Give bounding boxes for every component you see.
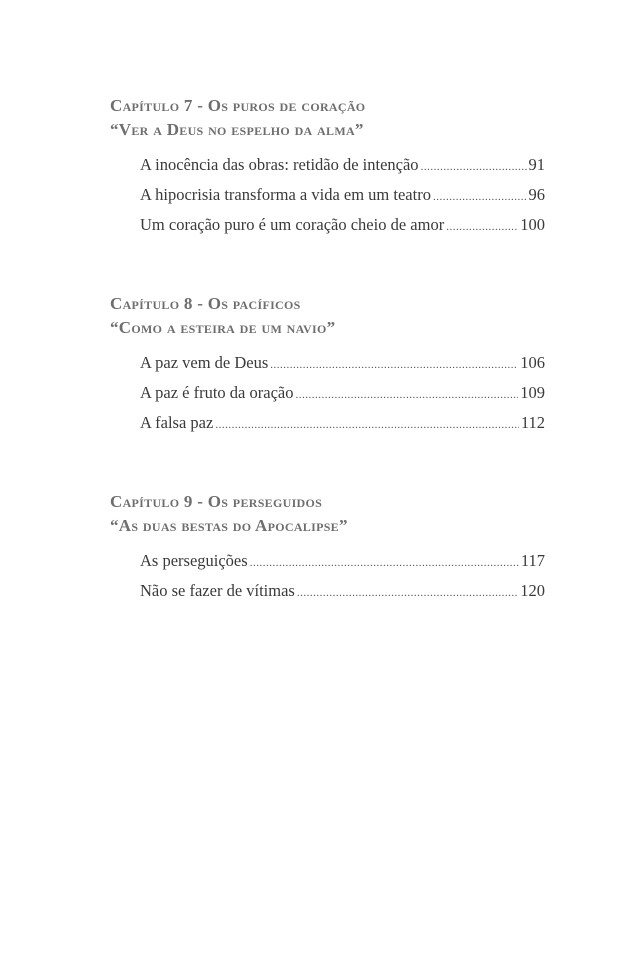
chapter-title: Capítulo 9 - Os perseguidos: [110, 492, 323, 511]
toc-entry[interactable]: [140, 546, 545, 576]
toc-entry-title: Um coração puro é um coração cheio de amor: [140, 215, 445, 234]
toc-entry-page: 100: [520, 215, 545, 234]
toc-entry-page: 91: [528, 155, 545, 174]
toc-entry-page: 120: [520, 581, 545, 600]
toc-entry-title: A hipocrisia transforma a vida em um teatro: [140, 185, 431, 204]
dot-leader: [270, 350, 518, 380]
toc-entry[interactable]: [140, 150, 545, 180]
chapter-7-section: [110, 94, 545, 240]
dot-leader: [433, 182, 527, 212]
toc-entry-page: 106: [520, 353, 545, 372]
toc-entry-title: A paz vem de Deus: [140, 353, 269, 372]
dot-leader: [421, 152, 527, 182]
chapter-entries: [110, 150, 545, 240]
toc-entry-page: 112: [520, 413, 545, 432]
chapter-subtitle: “As duas bestas do Apocalipse”: [110, 516, 348, 535]
toc-entry[interactable]: [140, 576, 545, 606]
toc-entry-page: 96: [528, 185, 545, 204]
chapter-title: Capítulo 7 - Os puros de coração: [110, 96, 366, 115]
toc-entry-title: Não se fazer de vítimas: [140, 581, 295, 600]
chapter-title: Capítulo 8 - Os pacíficos: [110, 294, 301, 313]
toc-entry-page: 109: [520, 383, 545, 402]
toc-entry[interactable]: [140, 210, 545, 240]
toc-entry-title: A falsa paz: [140, 413, 214, 432]
toc-entry-page: 117: [520, 551, 545, 570]
chapter-entries: [110, 546, 545, 606]
chapter-8-section: [110, 292, 545, 438]
toc-entry-title: A paz é fruto da oração: [140, 383, 294, 402]
dot-leader: [295, 380, 518, 410]
chapter-subtitle: “Ver a Deus no espelho da alma”: [110, 120, 364, 139]
dot-leader: [250, 548, 519, 578]
toc-entry[interactable]: [140, 408, 545, 438]
toc-entry[interactable]: [140, 348, 545, 378]
dot-leader: [215, 410, 519, 440]
dot-leader: [297, 578, 518, 608]
chapter-entries: [110, 348, 545, 438]
toc-entry-title: A inocência das obras: retidão de intenção: [140, 155, 419, 174]
chapter-9-section: [110, 490, 545, 606]
toc-entry[interactable]: [140, 180, 545, 210]
toc-entry-title: As perseguições: [140, 551, 248, 570]
dot-leader: [446, 212, 518, 242]
toc-entry[interactable]: [140, 378, 545, 408]
chapter-subtitle: “Como a esteira de um navio”: [110, 318, 336, 337]
